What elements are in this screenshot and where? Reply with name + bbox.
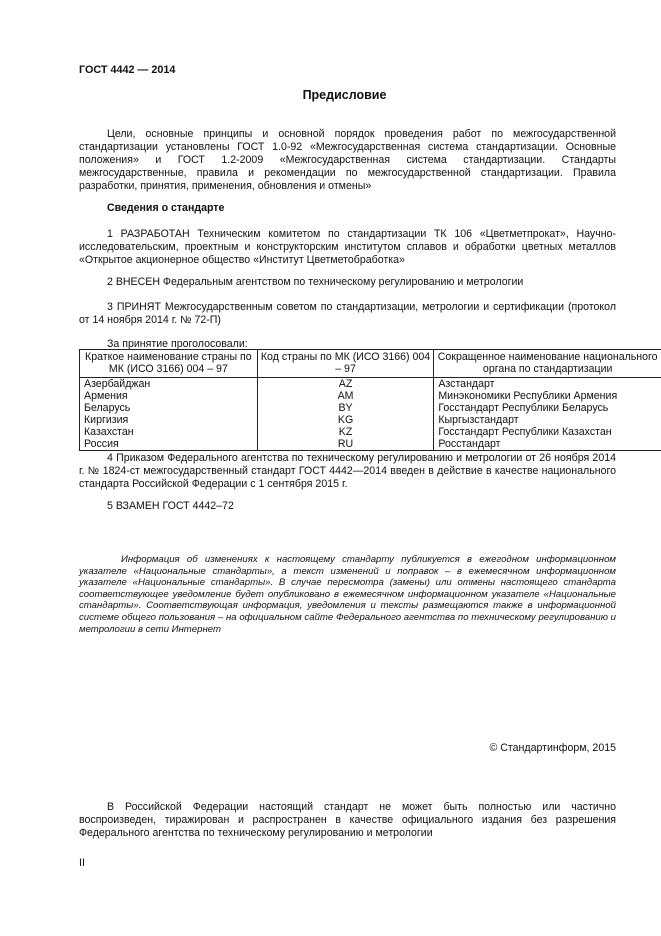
intro-paragraph: Цели, основные принципы и основной порядок проведения работ по межгосударственной стандартизации установлены ГОСТ 1.0-92 «Межгосударственная система стандартизации. Основные положения» и ГОСТ 1.2-2009 «Межгосударственная система стандартизации. Стандарты межгосударственные, правила и рекомендации по межгосударственной стандартизации. Правила разработки, принятия, применения, обновления и отмены»: [79, 128, 616, 192]
body-cell: Росстандарт: [434, 438, 661, 451]
table-row: [80, 390, 661, 402]
copyright-line: © Стандартинформ, 2015: [489, 742, 616, 754]
table-row: [80, 414, 661, 426]
table-row: [80, 426, 661, 438]
vote-table-header-row: [80, 350, 661, 378]
code-cell: AZ: [257, 378, 434, 391]
body-cell: Кыргызстандарт: [434, 414, 661, 426]
country-cell: Беларусь: [80, 402, 258, 414]
code-cell: KG: [257, 414, 434, 426]
code-cell: AM: [257, 390, 434, 402]
code-cell: BY: [257, 402, 434, 414]
country-cell: Армения: [80, 390, 258, 402]
page-number: II: [79, 857, 85, 869]
body-cell: Госстандарт Республики Беларусь: [434, 402, 661, 414]
country-cell: Азербайджан: [80, 378, 258, 391]
changes-info-note: Информация об изменениях к настоящему стандарту публикуется в ежегодном информационном указателе «Национальные стандарты», а текст изменений и поправок – в ежемесячном информационном указателе «Национальные стандарты». В случае пересмотра (замены) или отмены настоящего стандарта соответствующее уведомление будет опубликовано в ежемесячном информационном указателе «Национальные стандарты». Соответствующая информация, уведомления и тексты размещаются также в информационной системе общего пользования – на официальном сайте Федерального агентства по техническому регулированию и метрологии в сети Интернет: [79, 554, 616, 635]
item-5-replaces: 5 ВЗАМЕН ГОСТ 4442–72: [107, 500, 234, 512]
country-cell: Киргизия: [80, 414, 258, 426]
column-header-body: Сокращенное наименование национального органа по стандартизации: [434, 350, 661, 378]
body-cell: Минэкономики Республики Армения: [434, 390, 661, 402]
document-header: ГОСТ 4442 — 2014: [79, 64, 176, 76]
country-cell: Казахстан: [80, 426, 258, 438]
page-title: Предисловие: [302, 88, 387, 102]
table-row: [80, 438, 661, 451]
item-3-adopted: 3 ПРИНЯТ Межгосударственным советом по стандартизации, метрологии и сертификации (протокол от 14 ноября 2014 г. № 72-П): [79, 301, 616, 326]
item-1-developed: 1 РАЗРАБОТАН Техническим комитетом по стандартизации ТК 106 «Цветметпрокат», Научно-исследовательским, проектным и конструкторским институтом сплавов и обработки цветных металлов «Открытое акционерное общество «Институт Цветметобработка»: [79, 228, 616, 266]
country-cell: Россия: [80, 438, 258, 451]
reproduction-notice: В Российской Федерации настоящий стандарт не может быть полностью или частично воспроизведен, тиражирован и распространен в качестве официального издания без разрешения Федерального агентства по техническому регулированию и метрологии: [79, 801, 616, 839]
vote-table: [79, 349, 661, 451]
body-cell: Госстандарт Республики Казахстан: [434, 426, 661, 438]
column-header-code: Код страны по МК (ИСО 3166) 004 – 97: [257, 350, 434, 378]
code-cell: RU: [257, 438, 434, 451]
table-row: [80, 378, 661, 391]
info-heading: Сведения о стандарте: [107, 202, 225, 214]
item-4-order: 4 Приказом Федерального агентства по техническому регулированию и метрологии от 26 ноября 2014 г. № 1824-ст межгосударственный стандарт ГОСТ 4442—2014 введен в действие в качестве национального стандарта Российской Федерации с 1 сентября 2015 г.: [79, 452, 616, 490]
table-row: [80, 402, 661, 414]
vote-caption: За принятие проголосовали:: [107, 338, 248, 350]
column-header-country: Краткое наименование страны по МК (ИСО 3166) 004 – 97: [80, 350, 258, 378]
code-cell: KZ: [257, 426, 434, 438]
item-2-submitted: 2 ВНЕСЕН Федеральным агентством по техническому регулированию и метрологии: [107, 276, 524, 288]
body-cell: Азстандарт: [434, 378, 661, 391]
